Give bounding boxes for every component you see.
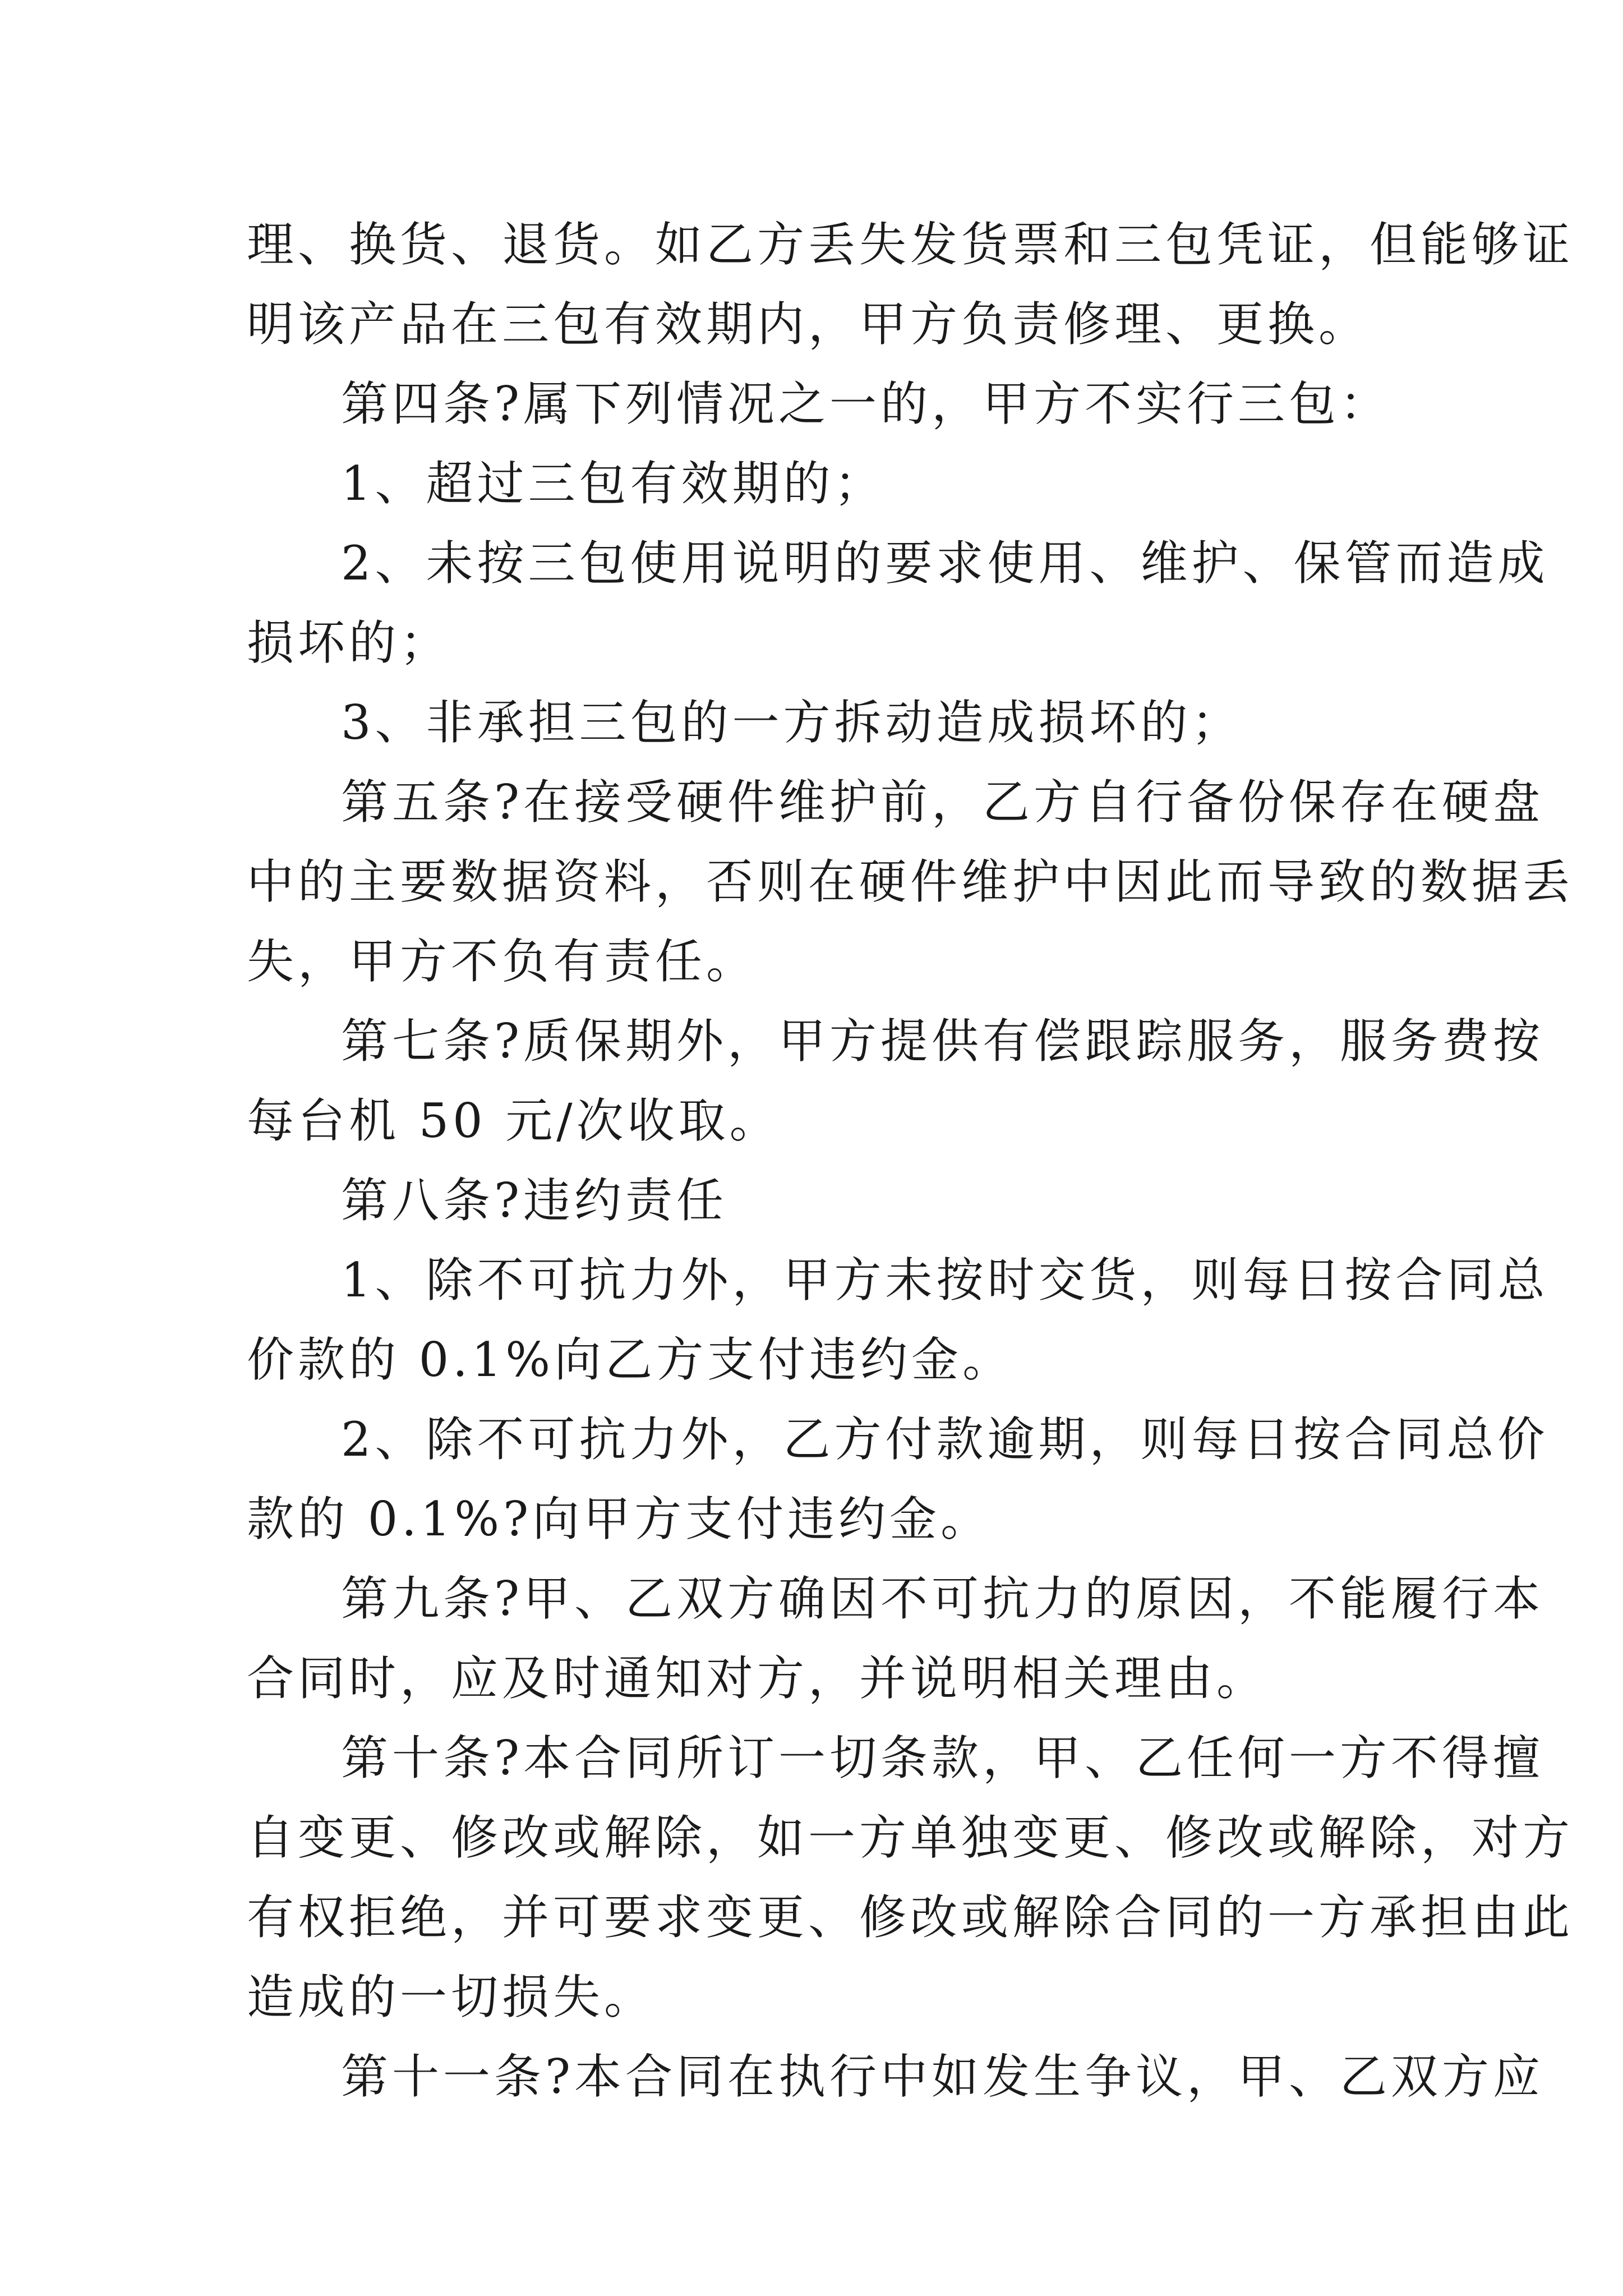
text-line: 合同时，应及时通知对方，并说明相关理由。: [247, 1651, 1268, 1706]
clause-8-heading: 第八条?违约责任: [341, 1173, 728, 1228]
clause-4-item-3: 3、非承担三包的一方拆动造成损坏的；: [341, 695, 1243, 750]
clause-5: 第五条?在接受硬件维护前，乙方自行备份保存在硬盘: [341, 775, 1544, 830]
text-line: 有权拒绝，并可要求变更、修改或解除合同的一方承担由此: [247, 1890, 1574, 1945]
document-body: [247, 205, 1574, 2116]
clause-8-item-1: 1、除不可抗力外，甲方未按时交货，则每日按合同总: [341, 1253, 1549, 1308]
clause-4-item-2: 2、未按三包使用说明的要求使用、维护、保管而造成: [341, 536, 1549, 591]
text-line: 自变更、修改或解除，如一方单独变更、修改或解除，对方: [247, 1810, 1574, 1865]
clause-4-heading: 第四条?属下列情况之一的，甲方不实行三包：: [341, 376, 1391, 431]
text-line: 款的 0.1%?向甲方支付违约金。: [247, 1492, 992, 1547]
clause-4-item-1: 1、超过三包有效期的；: [341, 456, 886, 511]
text-line: 价款的 0.1%向乙方支付违约金。: [247, 1332, 1014, 1387]
text-line: 每台机 50 元/次收取。: [247, 1093, 781, 1148]
clause-7: 第七条?质保期外，甲方提供有偿跟踪服务，服务费按: [341, 1014, 1544, 1069]
text-line: 造成的一切损失。: [247, 1970, 656, 2024]
clause-9: 第九条?甲、乙双方确因不可抗力的原因，不能履行本: [341, 1571, 1544, 1626]
text-line: 损坏的；: [247, 615, 451, 670]
clause-10: 第十条?本合同所订一切条款，甲、乙任何一方不得擅: [341, 1731, 1544, 1786]
clause-8-item-2: 2、除不可抗力外，乙方付款逾期，则每日按合同总价: [341, 1412, 1549, 1467]
clause-11: 第十一条?本合同在执行中如发生争议，甲、乙双方应: [341, 2049, 1544, 2104]
text-line: 明该产品在三包有效期内，甲方负责修理、更换。: [247, 297, 1370, 352]
text-line: 中的主要数据资料，否则在硬件维护中因此而导致的数据丢: [247, 854, 1574, 909]
text-line: 理、换货、退货。如乙方丢失发货票和三包凭证，但能够证: [247, 217, 1574, 272]
text-line: 失，甲方不负有责任。: [247, 934, 758, 989]
